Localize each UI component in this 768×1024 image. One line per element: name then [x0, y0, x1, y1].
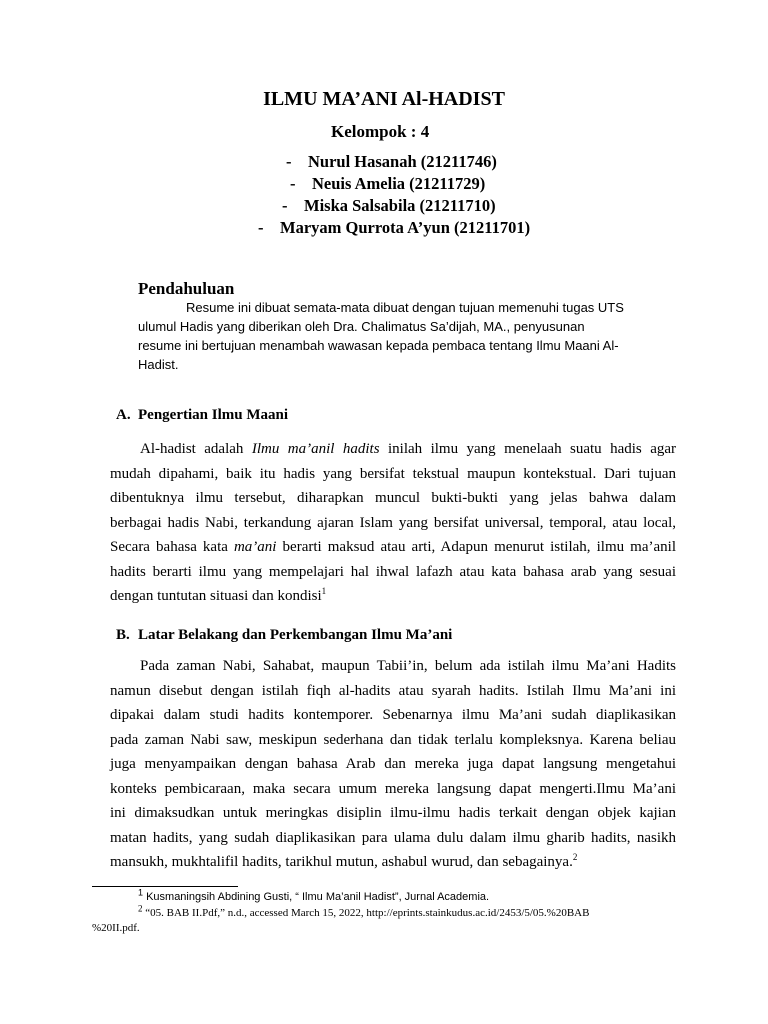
paragraph-line: matan hadits, yang sudah diaplikasikan para ulama dulu dalam ilmu gharib hadits, nasikh: [110, 829, 676, 846]
paragraph-line: juga menyampaikan dengan bahasa Arab dan mereka juga dapat langsung mengetahui: [110, 756, 676, 772]
footnote-number: 1: [138, 887, 144, 898]
section-title: Latar Belakang dan Perkembangan Ilmu Ma’ani: [138, 627, 453, 643]
footnote-text: Kusmaningsih Abdining Gusti, “ Ilmu Ma’anil Hadist”, Jurnal Academia.: [143, 891, 490, 903]
footnote-ref[interactable]: 1: [321, 586, 327, 596]
paragraph-line: dengan tuntutan situasi dan kondisi$^1$: [110, 586, 327, 604]
section-letter: B.: [116, 627, 130, 643]
footnote-separator: [92, 886, 238, 887]
paragraph-line: mudah dipahami, baik itu hadis yang bersifat tekstual maupun kontekstual. Dari tujuan: [110, 465, 676, 482]
paragraph-line: namun disebut dengan istilah fiqh al-hadits atau syarah hadits. Istilah Ilmu Ma’ani ini: [110, 682, 676, 699]
document-title: ILMU MA’ANI Al-HADIST: [263, 88, 505, 110]
section-title: Pengertian Ilmu Maani: [138, 407, 288, 423]
member-name: Miska Salsabila (21211710): [304, 196, 496, 215]
section-a-body: [110, 437, 676, 609]
paragraph-line: ini dimaksudkan untuk meringkas disiplin ilmu-ilmu hadis terkait dengan objek kajian: [110, 805, 676, 821]
paragraph-line: mansukh, mukhtalifil hadits, tarikhul mutun, ashabul wurud, dan sebagainya.$^2$: [110, 852, 578, 870]
italic-term: Ilmu ma’anil hadits: [251, 441, 380, 457]
intro-line: ulumul Hadis yang diberikan oleh Dra. Chalimatus Sa’dijah, MA., penyusunan: [138, 319, 585, 334]
paragraph-line: pada zaman Nabi saw, meskipun sederhana dan tidak terlalu kompleksnya. Karena beliau: [110, 731, 676, 748]
member-item: [286, 152, 497, 172]
section-letter: A.: [116, 407, 131, 423]
paragraph-line: dipakai dalam studi hadits kontemporer. Sebenarnya ilmu Ma’ani sudah diaplikasikan: [110, 707, 676, 723]
list-dash: -: [282, 196, 288, 215]
member-item: [282, 196, 496, 216]
footnote-1: [138, 887, 490, 903]
paragraph-line: Al-hadist adalah Ilmu ma’anil hadits inilah ilmu yang menelaah suatu hadis agar: [140, 441, 677, 457]
italic-term: ma’ani: [233, 539, 277, 555]
footnote-2: [138, 903, 590, 919]
member-name: Nurul Hasanah (21211746): [308, 152, 497, 171]
paragraph-line: hadits berarti ilmu yang mempelajari hal ihwal lafazh atau kata bahasa arab yang sesuai: [110, 563, 676, 580]
group-label: Kelompok : 4: [331, 122, 430, 141]
footnote-ref[interactable]: 2: [572, 852, 578, 862]
section-b-body: [110, 654, 676, 875]
section-a-heading: [116, 407, 288, 424]
footnote-2-continuation[interactable]: %20II.pdf.: [92, 922, 140, 934]
member-name: Neuis Amelia (21211729): [312, 174, 486, 193]
intro-line: resume ini bertujuan menambah wawasan kepada pembaca tentang Ilmu Maani Al-: [138, 338, 619, 353]
intro-line: Hadist.: [138, 357, 179, 372]
paragraph-line: berbagai hadis Nabi, terkandung ajaran Islam yang bersifat universal, temporal, atau local,: [110, 514, 676, 531]
list-dash: -: [290, 174, 296, 193]
paragraph-line: dibentuknya ilmu tersebut, diharapkan muncul bukti-bukti yang jelas bahwa dalam: [110, 490, 676, 506]
member-item: [290, 174, 485, 194]
paragraph-line: konteks pembicaraan, maka secara umum mereka langsung dapat mengerti.Ilmu Ma’ani: [110, 780, 676, 797]
list-dash: -: [286, 152, 292, 171]
intro-line: Resume ini dibuat semata-mata dibuat dengan tujuan memenuhi tugas UTS: [186, 300, 624, 315]
paragraph-line: Secara bahasa kata ma’ani berarti maksud atau arti, Adapun menurut istilah, ilmu ma’anil: [110, 539, 676, 555]
member-item: [258, 218, 530, 238]
member-name: Maryam Qurrota A’yun (21211701): [280, 218, 531, 237]
intro-heading: Pendahuluan: [138, 279, 235, 298]
list-dash: -: [258, 218, 264, 237]
footnote-text[interactable]: “05. BAB II.Pdf,” n.d., accessed March 15, 2022, http://eprints.stainkudus.ac.id/2453/5/05.%20BAB: [142, 907, 590, 919]
paragraph-line: Pada zaman Nabi, Sahabat, maupun Tabii’in, belum ada istilah ilmu Ma’ani Hadits: [140, 658, 676, 674]
footnote-number: 2: [138, 903, 143, 914]
section-b-heading: [116, 627, 452, 644]
